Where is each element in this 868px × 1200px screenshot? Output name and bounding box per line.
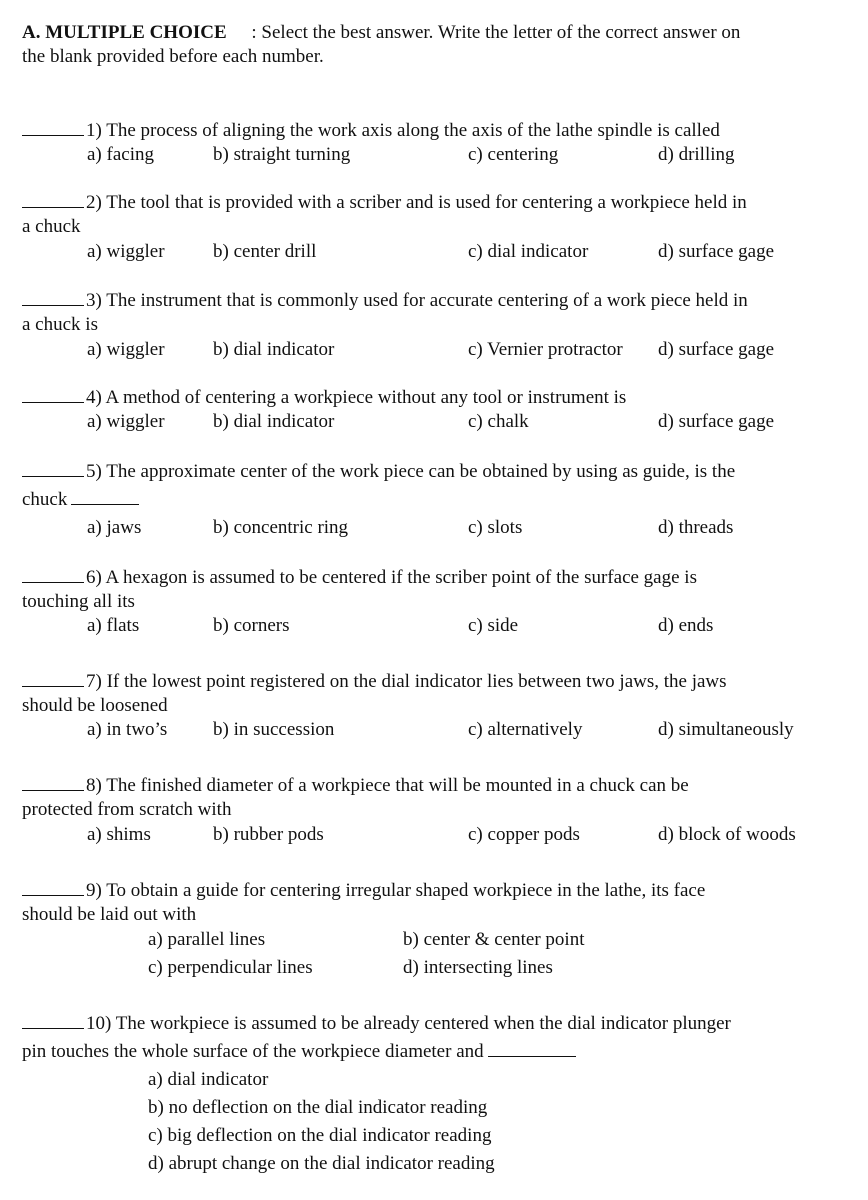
option-c: c) perpendicular lines [148, 957, 313, 978]
question-stem [22, 1012, 731, 1036]
question-text: 2) The tool that is provided with a scriber and is used for centering a workpiece held in [86, 192, 747, 213]
question-text: 8) The finished diameter of a workpiece that will be mounted in a chuck can be [86, 775, 689, 796]
inline-blank [488, 1040, 576, 1057]
option-d: d) threads [658, 517, 734, 538]
option-d: d) block of woods [658, 824, 796, 845]
option-a: a) jaws [87, 517, 142, 538]
option-d: d) surface gage [658, 241, 775, 262]
answer-blank[interactable] [22, 774, 84, 791]
option-d: d) abrupt change on the dial indicator reading [148, 1153, 495, 1174]
answer-blank[interactable] [22, 460, 84, 477]
question-stem [22, 566, 697, 590]
option-b: b) in succession [213, 719, 335, 740]
instructions-line-1 [22, 21, 740, 45]
option-c: c) Vernier protractor [468, 339, 623, 360]
answer-blank[interactable] [22, 566, 84, 583]
question-text: 4) A method of centering a workpiece without any tool or instrument is [86, 387, 627, 408]
question-stem-continued [22, 488, 141, 512]
option-a: a) wiggler [87, 241, 165, 262]
option-b: b) concentric ring [213, 517, 349, 538]
question-stem-continued: a chuck is [22, 314, 98, 335]
question-stem-continued: protected from scratch with [22, 799, 232, 820]
option-b: b) center & center point [403, 929, 585, 950]
option-b: b) dial indicator [213, 339, 335, 360]
question-stem [22, 289, 748, 313]
question-stem [22, 774, 689, 798]
option-d: d) intersecting lines [403, 957, 553, 978]
option-b: b) rubber pods [213, 824, 324, 845]
question-stem [22, 386, 626, 410]
answer-blank[interactable] [22, 1012, 84, 1029]
question-stem [22, 460, 735, 484]
question-stem [22, 879, 705, 903]
option-c: c) dial indicator [468, 241, 589, 262]
answer-blank[interactable] [22, 386, 84, 403]
question-text: 1) The process of aligning the work axis along the axis of the lathe spindle is called [86, 120, 720, 141]
option-a: a) wiggler [87, 339, 165, 360]
question-stem [22, 670, 727, 694]
option-a: a) flats [87, 615, 140, 636]
option-d: d) drilling [658, 144, 735, 165]
option-d: d) simultaneously [658, 719, 794, 740]
answer-blank[interactable] [22, 670, 84, 687]
option-a: a) in two’s [87, 719, 168, 740]
question-stem-continued: should be loosened [22, 695, 168, 716]
option-a: a) dial indicator [148, 1069, 269, 1090]
option-a: a) facing [87, 144, 154, 165]
option-c: c) chalk [468, 411, 529, 432]
option-b: b) no deflection on the dial indicator reading [148, 1097, 488, 1118]
question-stem [22, 191, 747, 215]
section-title: A. MULTIPLE CHOICE [22, 22, 227, 43]
option-c: c) copper pods [468, 824, 580, 845]
answer-blank[interactable] [22, 289, 84, 306]
question-stem [22, 119, 720, 143]
option-c: c) side [468, 615, 519, 636]
option-b: b) corners [213, 615, 290, 636]
option-a: a) wiggler [87, 411, 165, 432]
question-text: 6) A hexagon is assumed to be centered if the scriber point of the surface gage is [86, 567, 697, 588]
option-b: b) center drill [213, 241, 317, 262]
question-text: 10) The workpiece is assumed to be already centered when the dial indicator plunger [86, 1013, 731, 1034]
question-stem-continued [22, 1040, 578, 1064]
option-c: c) centering [468, 144, 559, 165]
question-text: 3) The instrument that is commonly used for accurate centering of a work piece held in [86, 290, 748, 311]
answer-blank[interactable] [22, 191, 84, 208]
stem-text: chuck [22, 489, 68, 510]
question-text: 5) The approximate center of the work piece can be obtained by using as guide, is the [86, 461, 736, 482]
option-a: a) shims [87, 824, 151, 845]
question-stem-continued: a chuck [22, 216, 81, 237]
option-c: c) alternatively [468, 719, 583, 740]
option-c: c) big deflection on the dial indicator reading [148, 1125, 492, 1146]
stem-text: pin touches the whole surface of the workpiece diameter and [22, 1041, 484, 1062]
answer-blank[interactable] [22, 879, 84, 896]
question-text: 9) To obtain a guide for centering irregular shaped workpiece in the lathe, its face [86, 880, 706, 901]
question-text: 7) If the lowest point registered on the dial indicator lies between two jaws, the jaws [86, 671, 727, 692]
instructions-line-2: the blank provided before each number. [22, 46, 324, 67]
option-d: d) surface gage [658, 339, 775, 360]
option-d: d) ends [658, 615, 714, 636]
option-d: d) surface gage [658, 411, 775, 432]
option-b: b) dial indicator [213, 411, 335, 432]
answer-blank[interactable] [22, 119, 84, 136]
option-b: b) straight turning [213, 144, 351, 165]
question-stem-continued: should be laid out with [22, 904, 197, 925]
inline-blank [71, 488, 139, 505]
instruction-text: : Select the best answer. Write the letter of the correct answer on [251, 22, 741, 43]
option-c: c) slots [468, 517, 523, 538]
question-stem-continued: touching all its [22, 591, 135, 612]
option-a: a) parallel lines [148, 929, 266, 950]
